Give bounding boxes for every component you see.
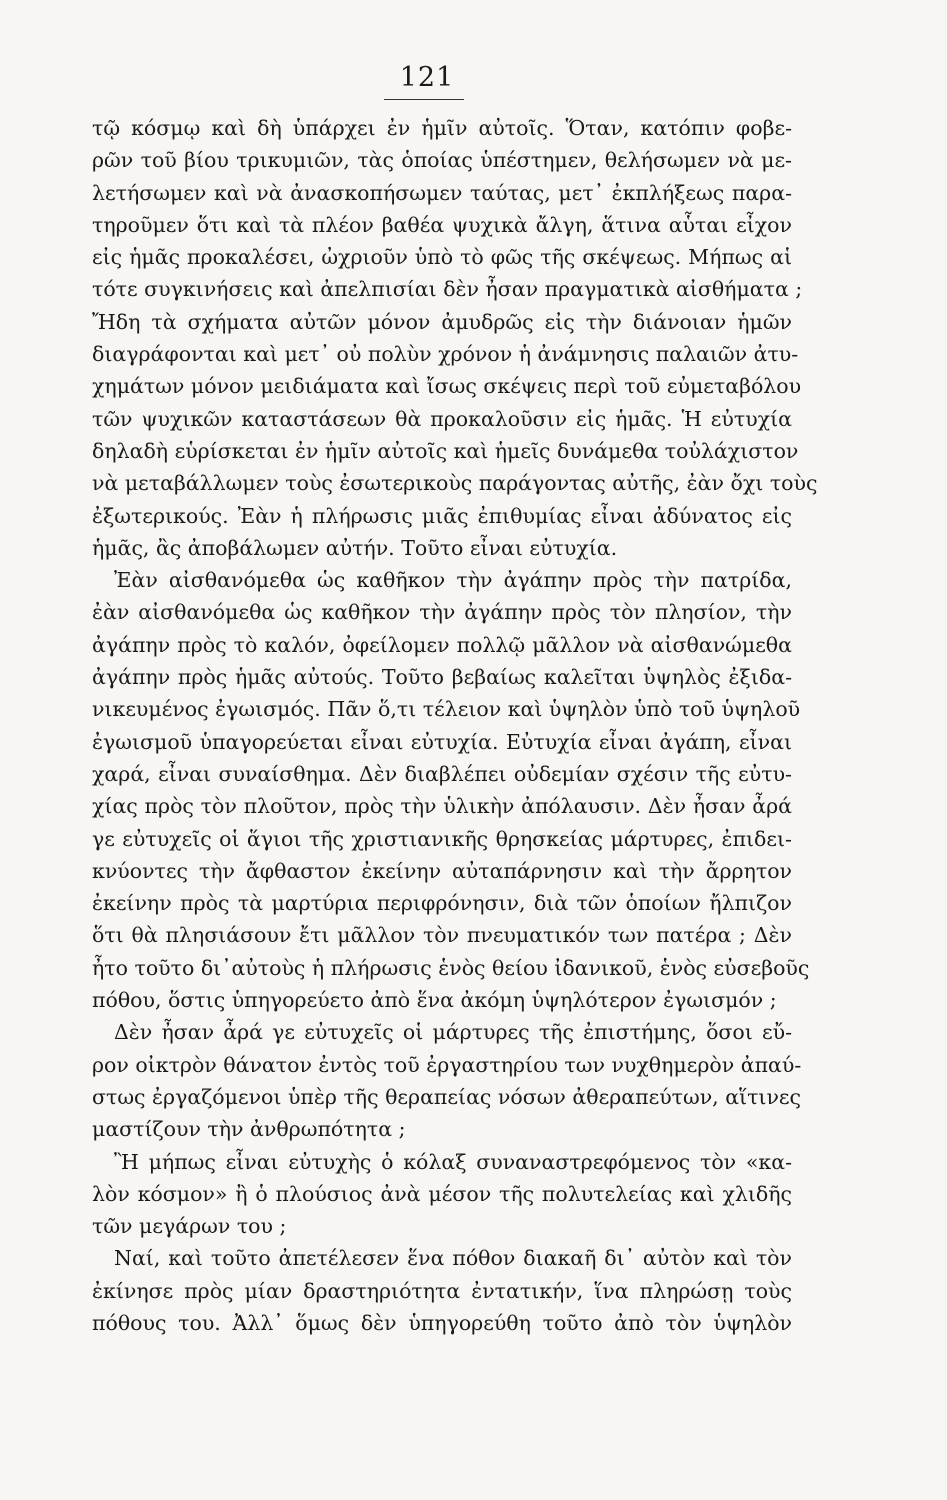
text-line: ἦτο τοῦτο δι᾽αὐτοὺς ἡ πλήρωσις ἑνὸς θείου ἰδανικοῦ, ἑνὸς εὐσεβοῦς [92,955,810,980]
text-line: χημάτων μόνον μειδιάματα καὶ ἴσως σκέψεις περὶ τοῦ εὐμεταβόλου [92,374,802,399]
text-line: ὅτι θὰ πλησιάσουν ἔτι μᾶλλον τὸν πνευματικόν των πατέρα ; Δὲν [92,923,792,948]
text-line: ἐξωτερικούς. Ἐὰν ἡ πλήρωσις μιᾶς ἐπιθυμίας εἶναι ἀδύνατος εἰς [92,503,792,528]
text-line: κνύοντες τὴν ἄφθαστον ἐκείνην αὐταπάρνησιν καὶ τὴν ἄρρητον [92,858,792,883]
text-line: Δὲν ἦσαν ἆρά γε εὐτυχεῖς οἱ μάρτυρες τῆς ἐπιστήμης, ὅσοι εὔ- [114,1020,792,1045]
text-line: τῶν ψυχικῶν καταστάσεων θὰ προκαλοῦσιν εἰς ἡμᾶς. Ἡ εὐτυχία [92,406,792,431]
text-line: πόθου, ὅστις ὑπηγορεύετο ἀπὸ ἕνα ἀκόμη ὑψηλότερον ἐγωισμόν ; [92,988,777,1013]
page-number: 121 [399,62,455,93]
text-line: ἀγάπην πρὸς ἡμᾶς αὐτούς. Τοῦτο βεβαίως καλεῖται ὑψηλὸς ἐξιδα- [92,665,792,690]
text-line: δηλαδὴ εὑρίσκεται ἐν ἡμῖν αὐτοῖς καὶ ἡμεῖς δυνάμεθα τοὐλάχιστον [92,438,799,463]
text-line: τότε συγκινήσεις καὶ ἀπελπισίαι δὲν ἦσαν πραγματικὰ αἰσθήματα ; [92,277,803,302]
text-line: εἰς ἡμᾶς προκαλέσει, ὠχριοῦν ὑπὸ τὸ φῶς τῆς σκέψεως. Μήπως αἱ [92,245,792,270]
text-line: Ἐὰν αἰσθανόμεθα ὡς καθῆκον τὴν ἀγάπην πρὸς τὴν πατρίδα, [114,568,792,593]
text-line: μαστίζουν τὴν ἀνθρωπότητα ; [92,1117,406,1142]
text-line: γε εὐτυχεῖς οἱ ἅγιοι τῆς χριστιανικῆς θρησκείας μάρτυρες, ἐπιδει- [92,826,792,851]
text-line: τῶν μεγάρων του ; [92,1214,287,1239]
text-line: στως ἐργαζόμενοι ὑπὲρ τῆς θεραπείας νόσων ἀθεραπεύτων, αἵτινες [92,1084,802,1109]
text-line: λὸν κόσμον» ἢ ὁ πλούσιος ἀνὰ μέσον τῆς πολυτελείας καὶ χλιδῆς [92,1181,792,1206]
text-line: χίας πρὸς τὸν πλοῦτον, πρὸς τὴν ὑλικὴν ἀπόλαυσιν. Δὲν ἦσαν ἆρά [92,794,792,819]
text-line: λετήσωμεν καὶ νὰ ἀνασκοπήσωμεν ταύτας, μετ᾽ ἐκπλήξεως παρα- [92,180,792,205]
text-line: διαγράφονται καὶ μετ᾽ οὐ πολὺν χρόνον ἡ ἀνάμνησις παλαιῶν ἀτυ- [92,342,799,367]
page-number-rule [384,99,464,100]
text-line: ἐκίνησε πρὸς μίαν δραστηριότητα ἐντατικήν, ἵνα πληρώσῃ τοὺς [92,1278,792,1303]
text-line: νὰ μεταβάλλωμεν τοὺς ἐσωτερικοὺς παράγοντας αὐτῆς, ἐὰν ὄχι τοὺς [92,471,818,496]
text-line: ρον οἰκτρὸν θάνατον ἐντὸς τοῦ ἐργαστηρίου των νυχθημερὸν ἀπαύ- [92,1052,802,1077]
text-line: ἀγάπην πρὸς τὸ καλόν, ὀφείλομεν πολλῷ μᾶλλον νὰ αἰσθανώμεθα [92,632,792,657]
text-line: Ναί, καὶ τοῦτο ἀπετέλεσεν ἕνα πόθον διακαῆ δι᾽ αὐτὸν καὶ τὸν [114,1246,792,1271]
text-line: Ἢ μήπως εἶναι εὐτυχὴς ὁ κόλαξ συναναστρεφόμενος τὸν «κα- [114,1149,792,1174]
text-line: ἐὰν αἰσθανόμεθα ὡς καθῆκον τὴν ἀγάπην πρὸς τὸν πλησίον, τὴν [92,600,792,625]
text-line: τηροῦμεν ὅτι καὶ τὰ πλέον βαθέα ψυχικὰ ἄλγη, ἅτινα αὗται εἶχον [92,212,792,237]
text-line: πόθους του. Ἀλλ᾽ ὅμως δὲν ὑπηγορεύθη τοῦτο ἀπὸ τὸν ὑψηλὸν [92,1310,792,1335]
text-line: χαρά, εἶναι συναίσθημα. Δὲν διαβλέπει οὐδεμίαν σχέσιν τῆς εὐτυ- [92,761,792,786]
text-line: ἐγωισμοῦ ὑπαγορεύεται εἶναι εὐτυχία. Εὐτυχία εἶναι ἀγάπη, εἶναι [92,729,792,754]
text-line: νικευμένος ἐγωισμός. Πᾶν ὅ,τι τέλειον καὶ ὑψηλὸν ὑπὸ τοῦ ὑψηλοῦ [92,697,801,722]
text-line: ἡμᾶς, ἂς ἀποβάλωμεν αὐτήν. Τοῦτο εἶναι εὐτυχία. [92,535,618,560]
text-line: Ἤδη τὰ σχήματα αὐτῶν μόνον ἀμυδρῶς εἰς τὴν διάνοιαν ἡμῶν [92,309,792,334]
text-line: ρῶν τοῦ βίου τρικυμιῶν, τὰς ὁποίας ὑπέστημεν, θελήσωμεν νὰ με- [92,148,792,173]
text-line: τῷ κόσμῳ καὶ δὴ ὑπάρχει ἐν ἡμῖν αὐτοῖς. Ὅταν, κατόπιν φοβε- [92,116,792,140]
body-text [92,112,818,1339]
text-line: ἐκείνην πρὸς τὰ μαρτύρια περιφρόνησιν, διὰ τῶν ὁποίων ἤλπιζον [92,891,792,916]
